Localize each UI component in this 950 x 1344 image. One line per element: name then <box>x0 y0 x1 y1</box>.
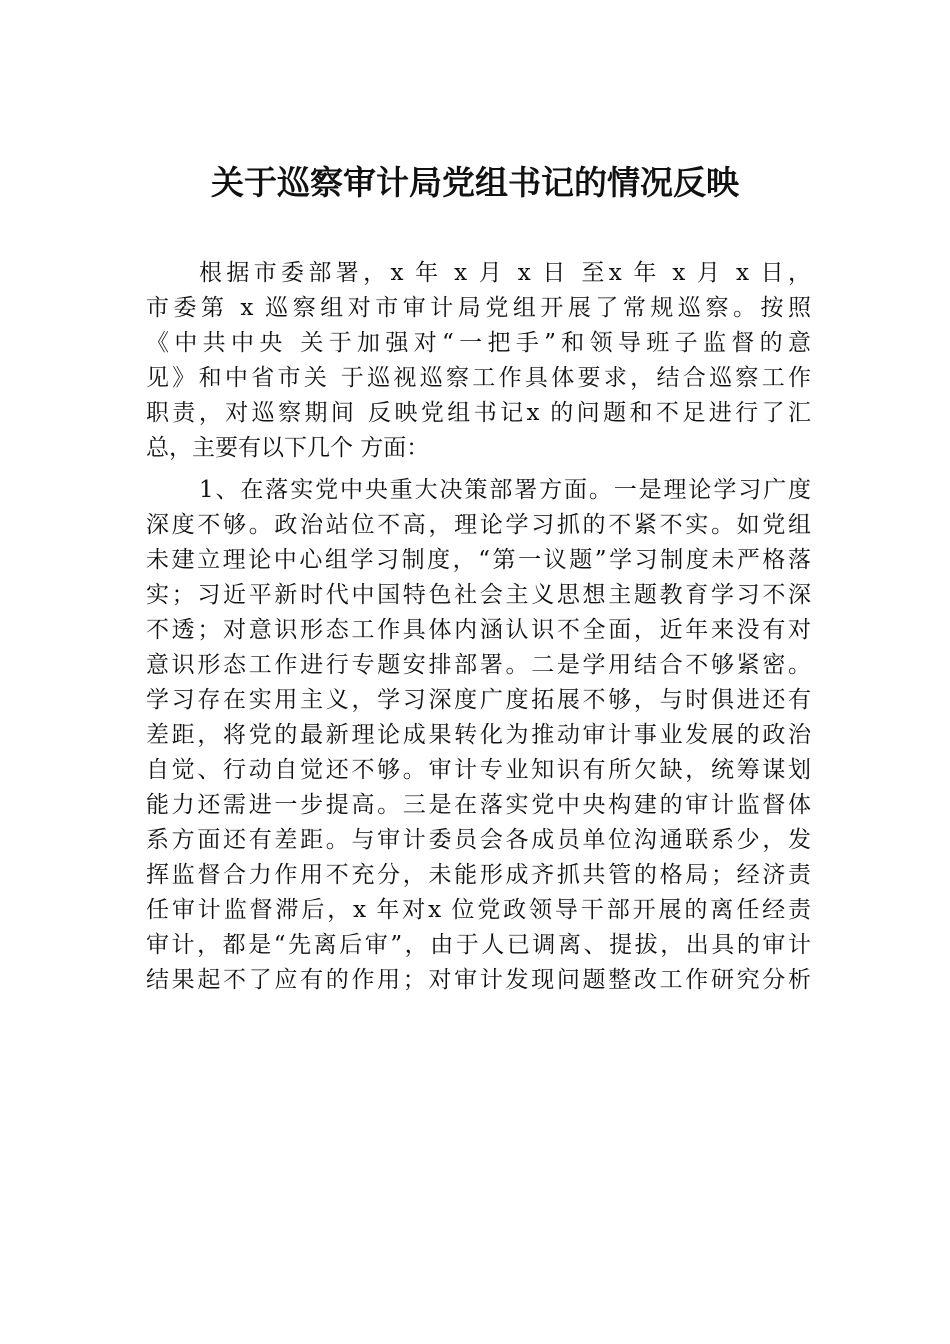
text-line: 能力还需进一步提高。三是在落实党中央构建的审计监督体 <box>146 792 811 818</box>
text-line: 挥监督合力作用不充分，未能形成齐抓共管的格局；经济责 <box>146 862 811 888</box>
paragraph-section-1 <box>146 473 811 998</box>
text-line: 学习存在实用主义，学习深度广度拓展不够，与时俱进还有 <box>146 687 811 713</box>
paragraph-intro <box>146 256 811 466</box>
text-line: 职责，对巡察期间 反映党组书记x 的问题和不足进行了汇 <box>146 400 811 426</box>
text-line: 差距，将党的最新理论成果转化为推动审计事业发展的政治 <box>146 722 811 748</box>
text-line: 任审计监督滞后，x 年对x 位党政领导干部开展的离任经责 <box>146 897 811 923</box>
text-line: 意识形态工作进行专题安排部署。二是学用结合不够紧密。 <box>146 652 811 678</box>
text-line: 《中共中央 关于加强对“一把手”和领导班子监督的意 <box>146 330 811 356</box>
text-line: 实；习近平新时代中国特色社会主义思想主题教育学习不深 <box>146 582 811 608</box>
text-line: 见》和中省市关 于巡视巡察工作具体要求，结合巡察工作 <box>146 365 811 391</box>
document-title: 关于巡察审计局党组书记的情况反映 <box>211 163 739 202</box>
text-line: 市委第 x 巡察组对市审计局党组开展了常规巡察。按照 <box>146 295 811 321</box>
text-line: 1、在落实党中央重大决策部署方面。一是理论学习广度 <box>199 477 811 503</box>
text-line: 深度不够。政治站位不高，理论学习抓的不紧不实。如党组 <box>146 512 811 538</box>
text-line: 不透；对意识形态工作具体内涵认识不全面，近年来没有对 <box>146 617 811 643</box>
text-line: 自觉、行动自觉还不够。审计专业知识有所欠缺，统筹谋划 <box>146 757 811 783</box>
text-line: 总，主要有以下几个 方面： <box>146 435 430 461</box>
text-line: 审计，都是“先离后审”，由于人已调离、提拔，出具的审计 <box>146 932 811 958</box>
text-line: 系方面还有差距。与审计委员会各成员单位沟通联系少，发 <box>146 827 811 853</box>
text-line: 结果起不了应有的作用；对审计发现问题整改工作研究分析 <box>146 967 811 993</box>
text-line: 未建立理论中心组学习制度，“第一议题”学习制度未严格落 <box>146 547 811 573</box>
text-line: 根据市委部署，x 年 x 月 x 日 至x 年 x 月 x 日， <box>199 260 811 286</box>
document-body <box>146 256 811 998</box>
paragraph-gap <box>146 466 811 473</box>
